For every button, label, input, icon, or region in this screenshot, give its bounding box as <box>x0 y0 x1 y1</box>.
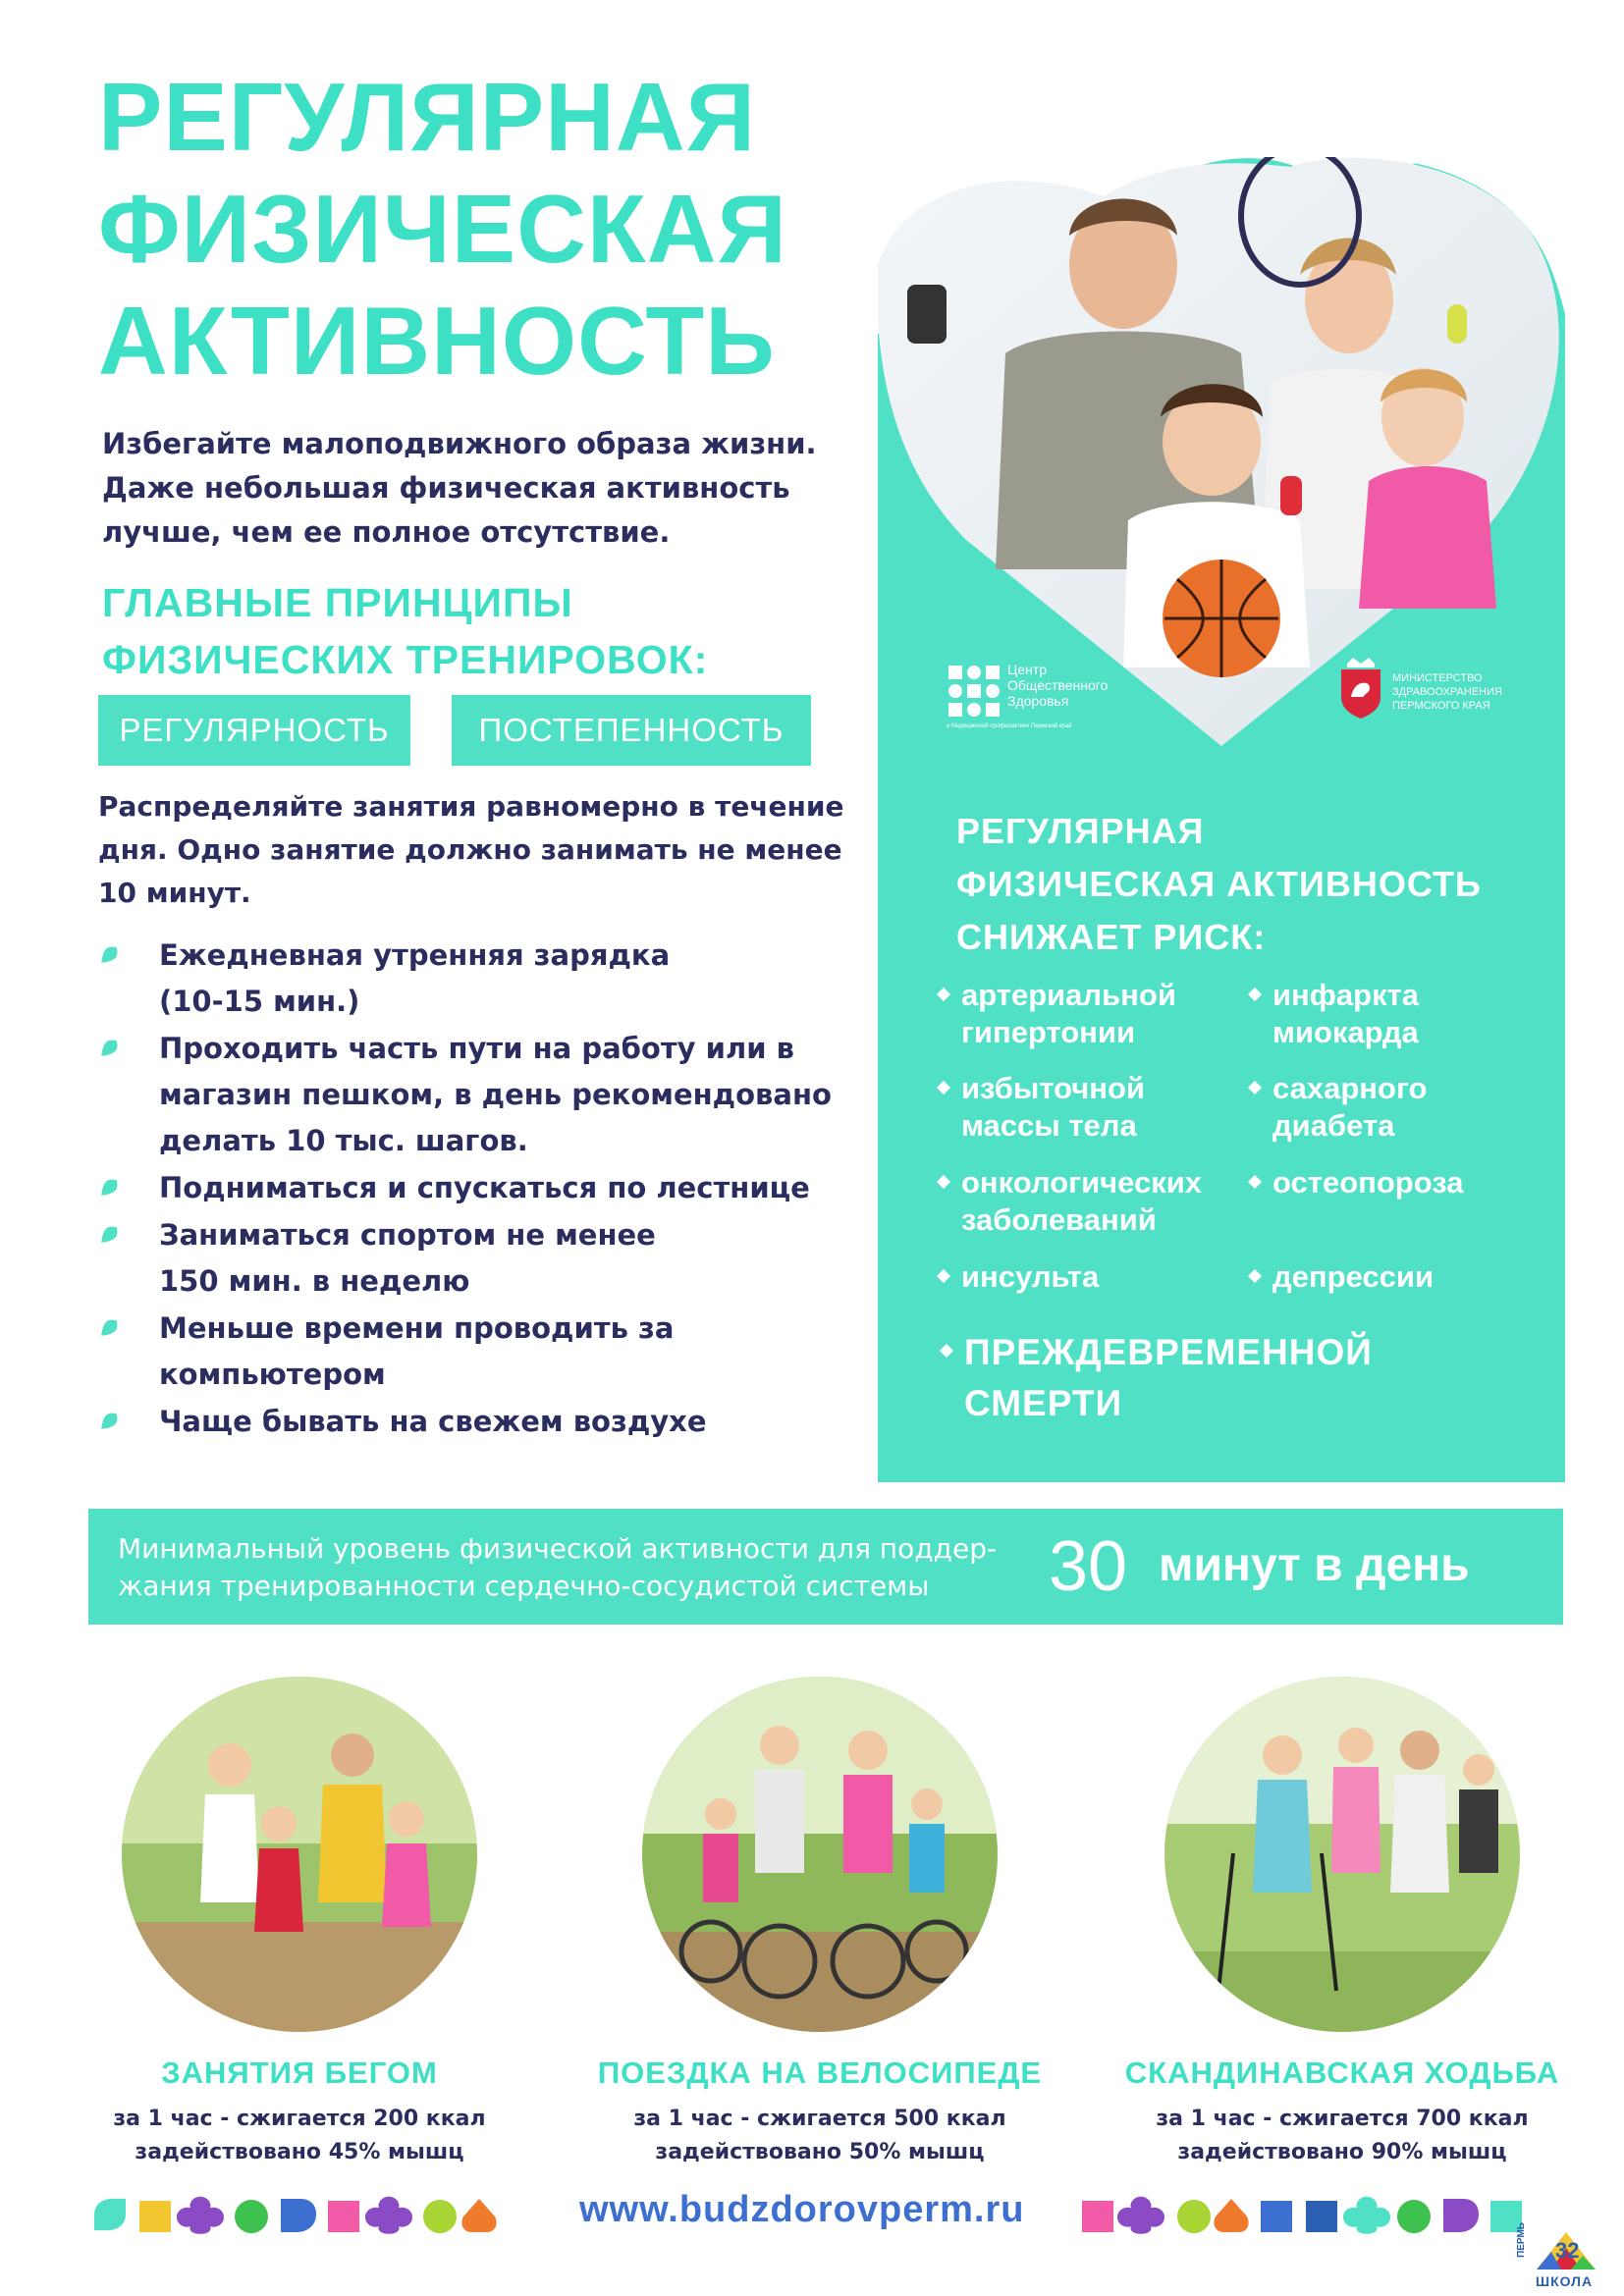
activity-desc-line: за 1 час - сжигается 200 ккал <box>113 2107 486 2131</box>
nordic-walking-photo <box>1164 1677 1520 2032</box>
tip-line: делать 10 тыс. шагов. <box>159 1124 528 1157</box>
banner-minutes-number: 30 <box>1049 1527 1128 1606</box>
risk-item-line: диабета <box>1272 1108 1395 1143</box>
risk-item-line: избыточной <box>961 1071 1145 1105</box>
diamond-bullet-icon <box>936 1080 951 1095</box>
risk-item-line: гипертонии <box>961 1015 1136 1049</box>
risk-item <box>1272 1070 1427 1145</box>
square-shape-icon <box>1261 2201 1292 2232</box>
leaf-bullet-icon <box>98 1411 120 1432</box>
activity-desc-cycling <box>574 2103 1065 2169</box>
logo-line: МИНИСТЕРСТВО <box>1392 672 1483 684</box>
tip-line: магазин пешком, в день рекомендовано <box>159 1078 832 1111</box>
partner-logos <box>878 658 1565 756</box>
risk-item <box>961 1070 1145 1145</box>
leaf-bullet-icon <box>98 1177 120 1199</box>
risk-item-line: артериальной <box>961 978 1176 1012</box>
banner-minutes-unit: минут в день <box>1159 1539 1470 1591</box>
logo-line: Общественного <box>1007 677 1109 693</box>
square-shape-icon <box>139 2201 171 2232</box>
risk-item-line: депрессии <box>1272 1259 1435 1294</box>
footer-shapes-right <box>1080 2195 1551 2238</box>
activity-title-nordic-walking: СКАНДИНАВСКАЯ ХОДЬБА <box>1124 2056 1560 2090</box>
list-item <box>98 1212 864 1305</box>
logo-subtitle: и Медицинской профилактики Пермский край <box>947 723 1072 729</box>
principles-heading-line: ГЛАВНЫЕ ПРИНЦИПЫ <box>102 580 573 625</box>
page-number: 32 <box>1555 2238 1580 2263</box>
banner-line: Минимальный уровень физической активности для поддер- <box>118 1532 998 1565</box>
list-item <box>98 933 864 1025</box>
clover-shape-icon <box>365 2197 412 2234</box>
risk-heading-line: СНИЖАЕТ РИСК: <box>956 917 1267 957</box>
cycling-illustration <box>642 1677 998 2032</box>
intro-line: Избегайте малоподвижного образа жизни. <box>102 427 817 460</box>
risk-item-line: массы тела <box>961 1108 1137 1143</box>
square-shape-icon <box>328 2201 359 2232</box>
cycling-photo <box>642 1677 998 2032</box>
tip-line: Ежедневная утренняя зарядка <box>159 938 671 972</box>
risk-heading-line: ФИЗИЧЕСКАЯ АКТИВНОСТЬ <box>956 864 1482 904</box>
risk-panel <box>878 157 1565 1482</box>
risk-item-line: ПРЕЖДЕВРЕМЕННОЙ <box>964 1332 1373 1372</box>
risk-item <box>961 977 1176 1051</box>
risk-item <box>961 1164 1202 1239</box>
logo-line: ЗДРАВООХРАНЕНИЯ <box>1392 686 1502 698</box>
risk-item-line: онкологических <box>961 1165 1203 1200</box>
intro-line: Даже небольшая физическая активность <box>102 471 790 505</box>
activity-desc-line: задействовано 90% мышц <box>1177 2140 1507 2164</box>
risk-item-premature-death <box>964 1327 1373 1429</box>
diamond-bullet-icon <box>936 987 951 1002</box>
activity-title-cycling: ПОЕЗДКА НА ВЕЛОСИПЕДЕ <box>597 2056 1043 2090</box>
footer-shapes-left <box>90 2195 552 2238</box>
diamond-bullet-icon <box>1247 1174 1263 1190</box>
risk-item-line: инсульта <box>961 1259 1100 1294</box>
list-item <box>98 1165 864 1211</box>
tip-line: Подниматься и спускаться по лестнице <box>159 1171 810 1204</box>
main-title-line: ФИЗИЧЕСКАЯ <box>98 175 787 283</box>
main-title-line: РЕГУЛЯРНАЯ <box>98 63 757 171</box>
clover-shape-icon <box>1343 2197 1390 2234</box>
perm-coat-of-arms-icon <box>1339 658 1382 719</box>
school-logo-city: ПЕРМЬ <box>1516 2222 1527 2258</box>
risk-item-line: остеопороза <box>1272 1165 1464 1200</box>
distribute-text <box>98 785 884 915</box>
risk-item <box>1272 1164 1464 1201</box>
banner-line: жания тренированности сердечно-сосудистой системы <box>118 1570 930 1602</box>
clover-shape-icon <box>177 2197 224 2234</box>
square-shape-icon <box>1082 2201 1113 2232</box>
principles-heading <box>102 574 868 688</box>
risk-heading <box>956 805 1526 964</box>
flame-shape-icon <box>1214 2199 1248 2232</box>
public-health-center-icon <box>947 664 1001 719</box>
activity-desc-line: задействовано 50% мышц <box>655 2140 985 2164</box>
circle-shape-icon <box>1177 2200 1211 2233</box>
intro-line: лучше, чем ее полное отсутствие. <box>102 515 671 549</box>
distribute-line: дня. Одно занятие должно занимать не менее <box>98 833 842 866</box>
leaf-shape-icon <box>94 2199 126 2230</box>
leaf-bullet-icon <box>98 944 120 966</box>
tip-line: Меньше времени проводить за <box>159 1311 675 1345</box>
running-illustration <box>122 1677 477 2032</box>
list-item <box>98 1306 864 1398</box>
ministry-logo <box>1339 658 1536 746</box>
activity-desc-nordic-walking <box>1097 2103 1588 2169</box>
activity-desc-running <box>54 2103 545 2169</box>
circle-shape-icon <box>1397 2200 1431 2233</box>
website-url[interactable]: www.budzdorovperm.ru <box>579 2189 1025 2230</box>
square-shape-icon <box>1306 2201 1337 2232</box>
tip-line: (10-15 мин.) <box>159 985 360 1018</box>
circle-shape-icon <box>423 2200 457 2233</box>
public-health-center-logo <box>947 658 1143 746</box>
tip-line: компьютером <box>159 1358 386 1391</box>
logo-line: ПЕРМСКОГО КРАЯ <box>1392 700 1490 712</box>
activity-desc-line: за 1 час - сжигается 700 ккал <box>1156 2107 1529 2131</box>
banner-text <box>118 1530 1100 1605</box>
tips-list <box>98 933 864 1446</box>
flame-shape-icon <box>461 2199 496 2232</box>
logo-line: Здоровья <box>1007 693 1069 709</box>
activity-desc-line: задействовано 45% мышц <box>135 2140 464 2164</box>
intro-text <box>102 422 848 555</box>
risk-item <box>1272 977 1419 1051</box>
diamond-bullet-icon <box>936 1268 951 1284</box>
risk-item-line: сахарного <box>1272 1071 1428 1105</box>
list-item <box>98 1399 864 1445</box>
risk-item-line: инфаркта <box>1272 978 1420 1012</box>
diamond-bullet-icon <box>1247 1080 1263 1095</box>
logo-line: Центр <box>1007 662 1048 677</box>
risk-item <box>961 1258 1099 1296</box>
leaf-shape-icon <box>281 2199 316 2232</box>
risk-item-line: СМЕРТИ <box>964 1383 1123 1423</box>
leaf-shape-icon <box>1443 2199 1479 2232</box>
running-photo <box>122 1677 477 2032</box>
school-logo-text: ШКОЛА <box>1536 2273 1594 2289</box>
risk-heading-line: РЕГУЛЯРНАЯ <box>956 811 1205 851</box>
leaf-bullet-icon <box>98 1038 120 1059</box>
diamond-bullet-icon <box>939 1343 954 1359</box>
distribute-line: Распределяйте занятия равномерно в течение <box>98 790 844 823</box>
main-title-line: АКТИВНОСТЬ <box>98 287 776 395</box>
distribute-line: 10 минут. <box>98 877 251 909</box>
leaf-bullet-icon <box>98 1224 120 1246</box>
activity-title-running: ЗАНЯТИЯ БЕГОМ <box>161 2056 438 2090</box>
tip-line: 150 мин. в неделю <box>159 1264 470 1298</box>
activity-desc-line: за 1 час - сжигается 500 ккал <box>633 2107 1006 2131</box>
clover-shape-icon <box>1117 2197 1164 2234</box>
diamond-bullet-icon <box>936 1174 951 1190</box>
principle-chip-gradualness: ПОСТЕПЕННОСТЬ <box>452 695 811 766</box>
diamond-bullet-icon <box>1247 1268 1263 1284</box>
minimum-activity-banner <box>88 1509 1563 1625</box>
main-title <box>98 61 884 397</box>
risk-item-line: заболеваний <box>961 1202 1157 1237</box>
circle-shape-icon <box>235 2200 268 2233</box>
nordic-walking-illustration <box>1164 1677 1520 2032</box>
tip-line: Проходить часть пути на работу или в <box>159 1032 794 1065</box>
tip-line: Заниматься спортом не менее <box>159 1218 656 1252</box>
diamond-bullet-icon <box>1247 987 1263 1002</box>
list-item <box>98 1026 864 1164</box>
principle-chip-regularity: РЕГУЛЯРНОСТЬ <box>98 695 410 766</box>
tip-line: Чаще бывать на свежем воздухе <box>159 1405 707 1438</box>
risk-item-line: миокарда <box>1272 1015 1419 1049</box>
risk-item <box>1272 1258 1434 1296</box>
leaf-bullet-icon <box>98 1317 120 1339</box>
principles-heading-line: ФИЗИЧЕСКИХ ТРЕНИРОВОК: <box>102 637 709 682</box>
